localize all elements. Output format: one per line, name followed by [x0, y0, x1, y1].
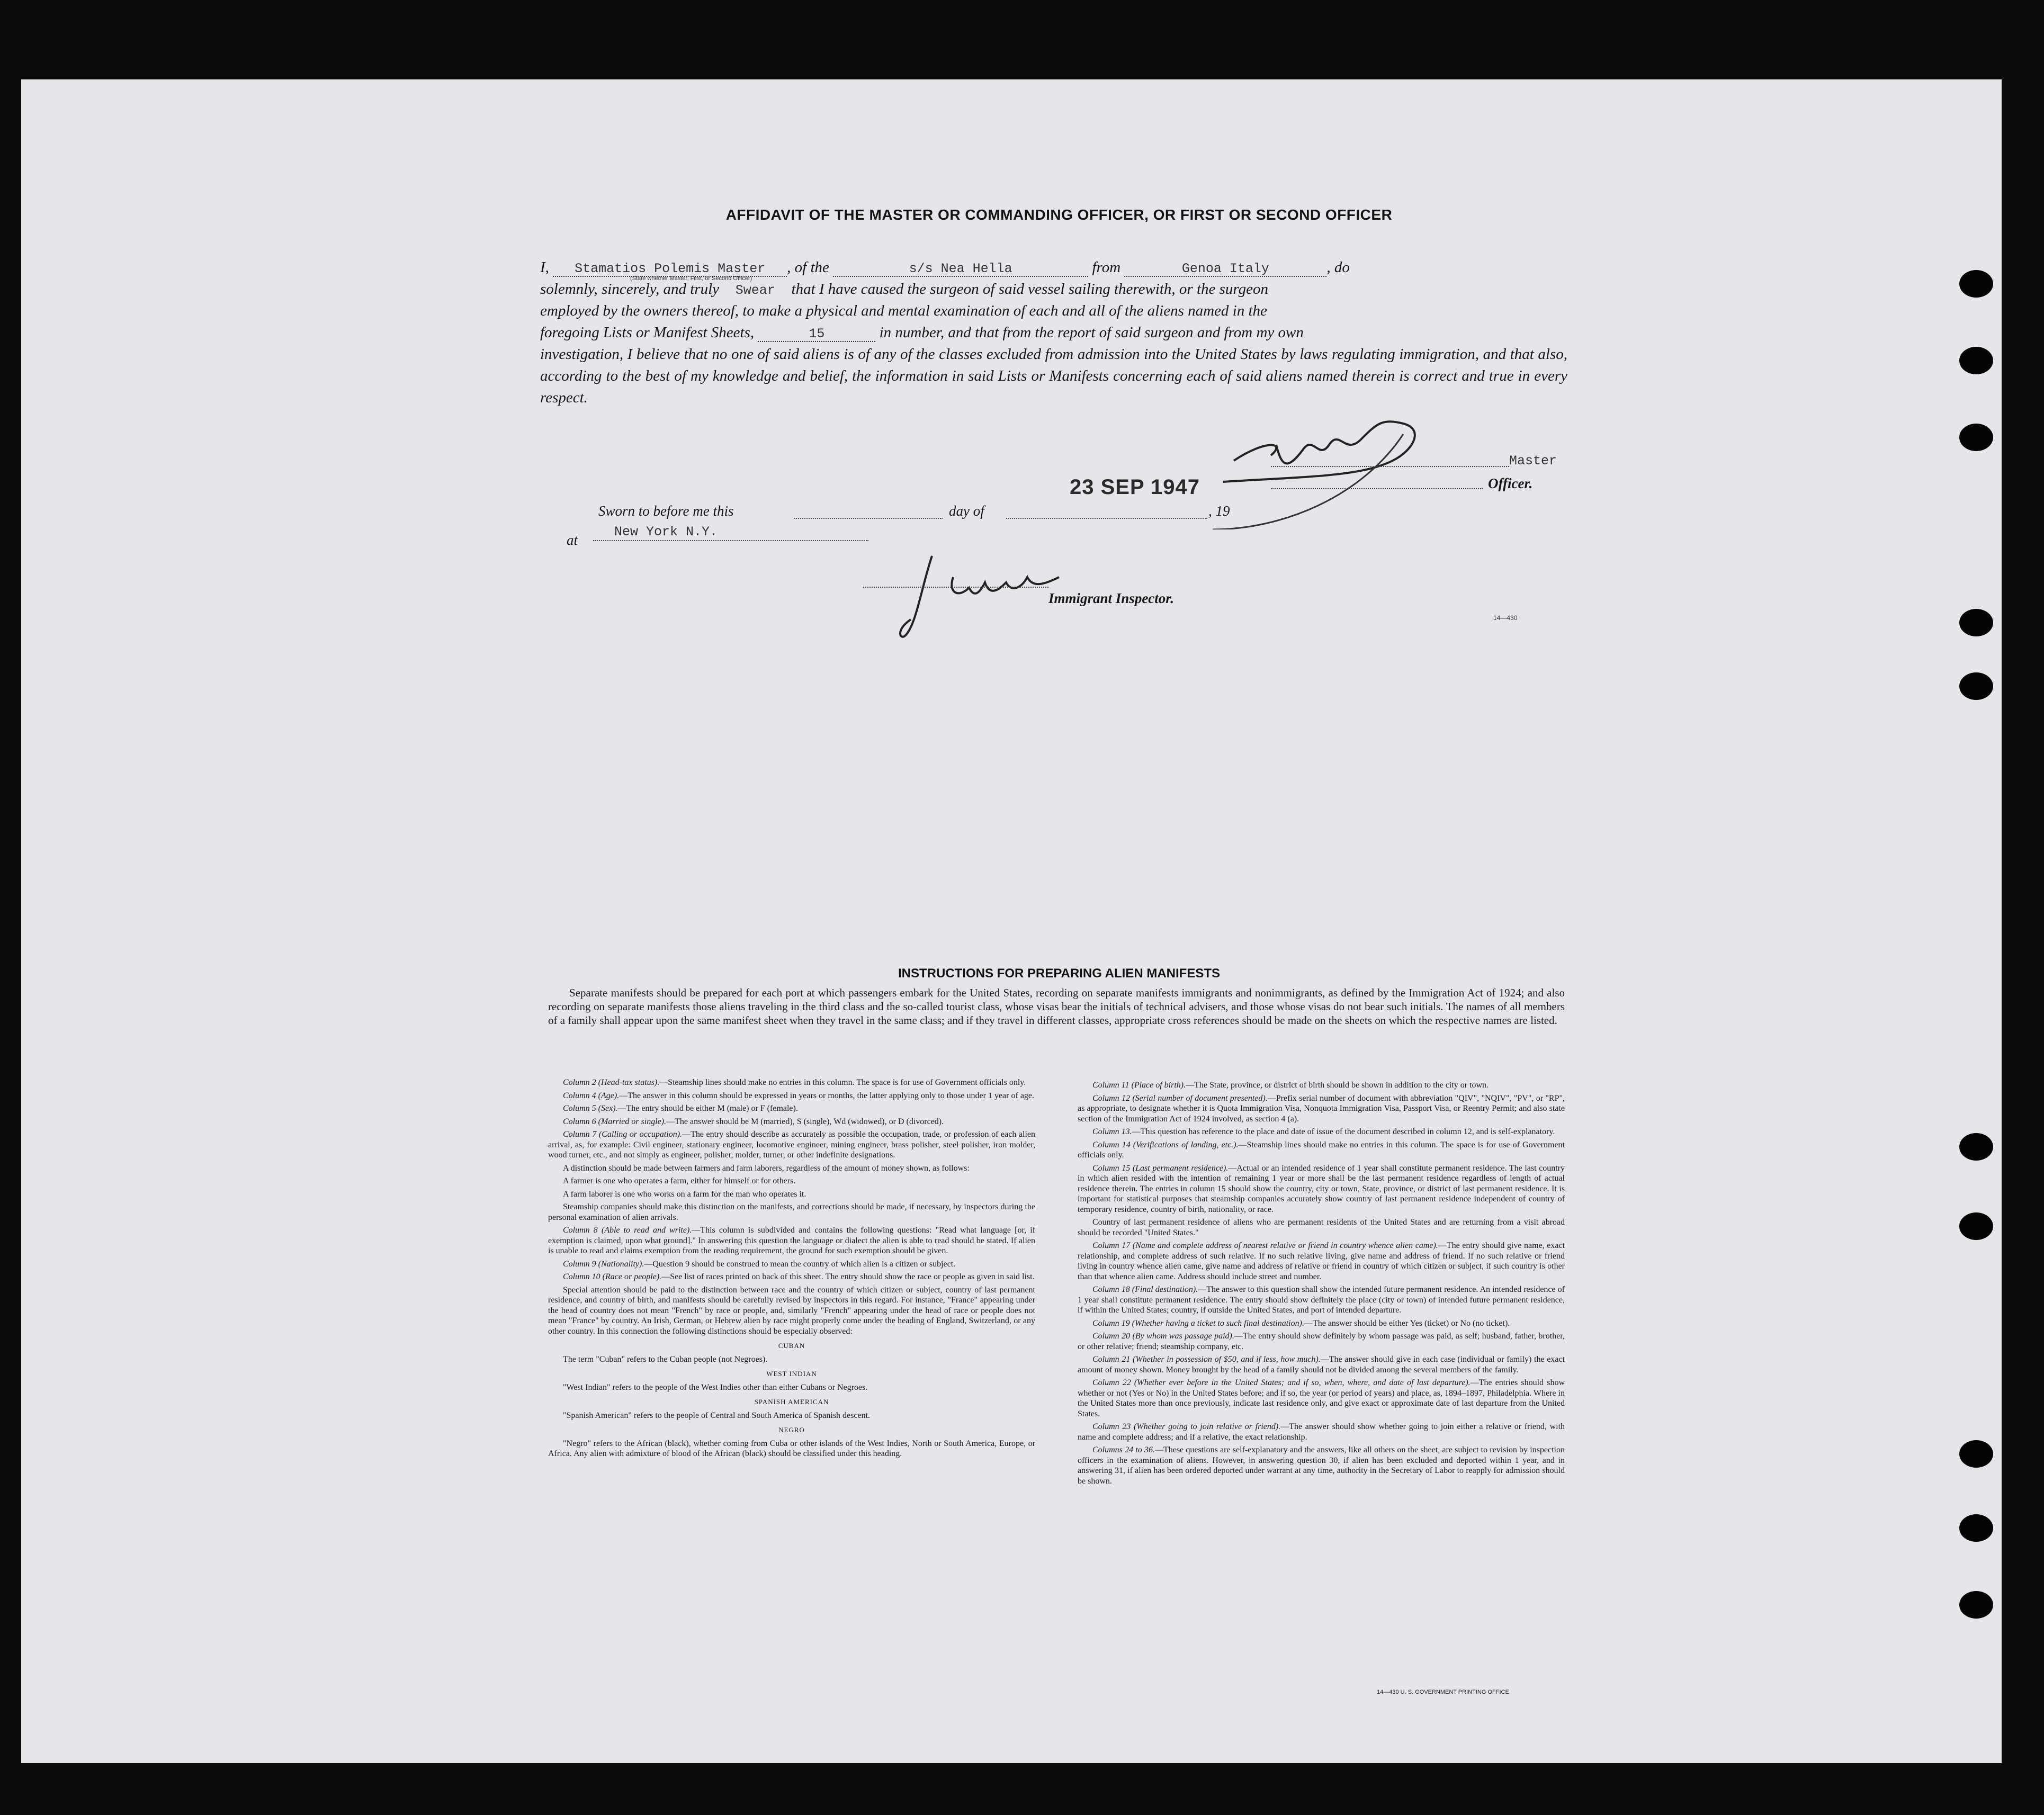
instruction-paragraph: A farm laborer is one who works on a farm for the man who operates it.	[563, 1189, 806, 1199]
sworn-label: Sworn to before me this	[598, 503, 734, 519]
instruction-paragraph: Column 6 (Married or single).—The answer should be M (married), S (single), Wd (widowed), or D (divorced).	[563, 1117, 944, 1126]
instruction-paragraph: Column 23 (Whether going to join relative or friend).—The answer should show whether going to join either a relative or friend, with name and complete address; and if a relative, the exact relationship.	[1078, 1422, 1565, 1442]
manifest-sheet	[21, 79, 2002, 1763]
printing-office-footer: 14—430 U. S. GOVERNMENT PRINTING OFFICE	[1377, 1689, 1509, 1695]
punch-hole	[1959, 609, 1993, 636]
instructions-left-column	[548, 1077, 1035, 1462]
port-field: Genoa Italy	[1124, 262, 1326, 277]
instruction-paragraph: Column 7 (Calling or occupation).—The entry should describe as accurately as possible the occupation, trade, or profession of each alien arrival, as, for example: Civil engineer, stationary engineer, locomotive engineer, mining engineer, brass polisher, steel polisher, iron molder, wood turner, etc., and not simply as engineer, polisher, molder, turner, or other indefinite designations.	[548, 1130, 1036, 1160]
form-number: 14—430	[1493, 614, 1518, 622]
instruction-paragraph: "Spanish American" refers to the people of Central and South America of Spanish descent.	[563, 1410, 871, 1420]
signature-block	[540, 429, 1578, 651]
section-heading: NEGRO	[778, 1426, 805, 1434]
instruction-paragraph: Steamship companies should make this distinction on the manifests, and corrections should be made, if necessary, by inspectors during the personal examination of alien arrivals.	[548, 1202, 1035, 1222]
instruction-paragraph: Column 11 (Place of birth).—The State, province, or district of birth should be shown in addition to the city or town.	[1092, 1081, 1489, 1090]
year-label: , 19	[1208, 503, 1230, 519]
affidavit-text: , of the	[787, 259, 829, 276]
punch-hole	[1959, 1212, 1993, 1240]
officer-name-field: Stamatios Polemis Master	[553, 262, 787, 277]
instruction-paragraph: Column 4 (Age).—The answer in this column should be expressed in years or months, the latter applying only to those under 1 year of age.	[563, 1091, 1035, 1100]
sheet-count-field: 15	[758, 327, 875, 342]
affidavit-text: investigation, I believe that no one of said aliens is of any of the classes excluded from admission into the United States by laws regulating immigration, and that also, according to the best of my knowledge and belief, the information in said Lists or Manifests concerning each of said aliens named therein is correct and true in every respect.	[540, 346, 1567, 406]
punch-hole	[1959, 1514, 1993, 1542]
affidavit-text: from	[1092, 259, 1121, 276]
instruction-paragraph: "West Indian" refers to the people of the West Indies other than either Cubans or Negroes.	[563, 1382, 868, 1392]
affidavit-title: AFFIDAVIT OF THE MASTER OR COMMANDING OFFICER, OR FIRST OR SECOND OFFICER	[725, 206, 1393, 223]
instruction-paragraph: Column 8 (Able to read and write).—This column is subdivided and contains the following questions: "Read what language [or, if exemption is claimed, upon what ground]." In answering this question the language or dialect the alien is able to read should be stated. If alien is unable to read and claims exemption from the reading requirement, the ground for such exemption should be given.	[548, 1226, 1036, 1255]
master-label: Master	[1509, 453, 1557, 469]
day-of-label: day of	[949, 503, 984, 519]
instruction-paragraph: Column 13.—This question has reference to the place and date of issue of the document described in column 12, and is self-explanatory.	[1092, 1127, 1555, 1136]
affidavit-text: in number, and that from the report of said surgeon and from my own	[879, 324, 1304, 341]
affidavit-text: I,	[540, 259, 549, 276]
instruction-paragraph: Column 12 (Serial number of document presented).—Prefix serial number of document with abbreviation "QIV", "NQIV", "PV", or "RP", as appropriate, to designate whether it is Quota Immigration Visa, Nonquota Immigration Visa, Passport Visa, or Reentry Permit; and also state section of the Immigration Act of 1924 involved, as section 4 (a).	[1078, 1093, 1565, 1124]
punch-hole	[1959, 1440, 1993, 1468]
instruction-paragraph: "Negro" refers to the African (black), whether coming from Cuba or other islands of the West Indies, North or South America, Europe, or Africa. Any alien with admixture of blood of the African (black) should be classified under this heading.	[548, 1439, 1035, 1458]
punch-hole	[1959, 1133, 1993, 1161]
inspector-label: Immigrant Inspector.	[1048, 590, 1175, 606]
instruction-paragraph: Column 22 (Whether ever before in the United States; and if so, when, where, and date of last departure).—The entries should show whether or not (Yes or No) in the United States before; and if so, the year (or period of years) and place, as, 1894–1897, Philadelphia. Where in the United States more than once previously, indicate last residence only, and give exact or approximate date of last departure from the United States.	[1078, 1378, 1565, 1418]
instruction-paragraph: Column 15 (Last permanent residence).—Actual or an intended residence of 1 year shall constitute permanent residence. The last country in which alien resided with the intention of remaining 1 year or more shall be the last permanent residence regardless of length of actual residence therein. The entries in column 15 should show the country, city or town, State, province, or district of last permanent residence. It is important for statistical purposes that steamship companies accurately show country of last permanent residence independent of country of temporary residence, country of birth, nationality, or race.	[1078, 1163, 1565, 1214]
affidavit-text: foregoing Lists or Manifest Sheets,	[540, 324, 755, 341]
punch-hole	[1959, 270, 1993, 298]
instruction-paragraph: Column 5 (Sex).—The entry should be either M (male) or F (female).	[563, 1104, 798, 1113]
vessel-field: s/s Nea Hella	[833, 262, 1088, 277]
instruction-paragraph: Columns 24 to 36.—These questions are self-explanatory and the answers, like all others on the sheet, are subject to revision by inspection officers in the examination of aliens. However, in answering question 30, if alien has been excluded and deported within 1 year, and in answering 31, if alien has been ordered deported under warrant at any time, authority in the Secretary of Labor to reapply for admission should be shown.	[1078, 1445, 1565, 1486]
instructions-title: INSTRUCTIONS FOR PREPARING ALIEN MANIFESTS	[898, 966, 1220, 981]
section-heading: CUBAN	[778, 1342, 805, 1350]
instruction-paragraph: Special attention should be paid to the distinction between race and the country of which citizen or subject, country of last permanent residence, and country of birth, and manifests should be carefully revised by inspectors in this regard. For instance, "France" appearing under the head of country does not mean "French" by race or people, and, similarly "French" appearing under the head of race or people does not mean "France" by country. An Irish, German, or Hebrew alien by race might properly come under the heading of England, Switzerland, or any other country. In this connection the following distinctions should be especially observed:	[548, 1285, 1035, 1336]
instruction-paragraph: A distinction should be made between farmers and farm laborers, regardless of the amount of money shown, as follows:	[563, 1163, 970, 1173]
instruction-paragraph: Column 14 (Verifications of landing, etc.).—Steamship lines should make no entries in this column. The space is for use of Government officials only.	[1078, 1140, 1565, 1160]
section-heading: SPANISH AMERICAN	[754, 1398, 829, 1406]
instruction-paragraph: Column 2 (Head-tax status).—Steamship lines should make no entries in this column. The space is for use of Government officials only.	[563, 1078, 1026, 1087]
instruction-paragraph: Column 19 (Whether having a ticket to such final destination).—The answer should be either Yes (ticket) or No (no ticket).	[1092, 1318, 1510, 1328]
instructions-right-column	[1078, 1080, 1565, 1489]
instruction-paragraph: The term "Cuban" refers to the Cuban people (not Negroes).	[563, 1354, 768, 1364]
instruction-paragraph: Column 21 (Whether in possession of $50, and if less, how much).—The answer should give in each case (individual or family) the exact amount of money shown. Money brought by the head of a family should not be divided among the several members of the family.	[1078, 1355, 1565, 1374]
place-field: New York N.Y.	[614, 524, 718, 540]
instruction-paragraph: A farmer is one who operates a farm, either for himself or for others.	[563, 1176, 796, 1185]
officer-label: Officer.	[1488, 475, 1533, 491]
affidavit-text: employed by the owners thereof, to make a physical and mental examination of each and all of the aliens named in the	[540, 302, 1267, 319]
punch-hole	[1959, 347, 1993, 374]
instruction-paragraph: Country of last permanent residence of aliens who are permanent residents of the United States and are returning from a visit abroad should be recorded "United States."	[1078, 1218, 1565, 1237]
affidavit-text: , do	[1326, 259, 1350, 276]
punch-hole	[1959, 424, 1993, 451]
instruction-paragraph: Column 18 (Final destination).—The answer to this question shall show the intended future permanent residence. An intended residence of 1 year shall constitute permanent residence. The entry should show definitely the place (city or town) of intended future permanent residence, if within the United States; country, if outside the United States, and port of intended departure.	[1078, 1285, 1565, 1315]
instruction-paragraph: Column 20 (By whom was passage paid).—The entry should show definitely by whom passage was paid, as self; husband, father, brother, or other relative; friend; steamship company, etc.	[1078, 1332, 1565, 1351]
punch-hole	[1959, 672, 1993, 700]
section-heading: WEST INDIAN	[766, 1370, 817, 1378]
punch-hole	[1959, 1591, 1993, 1619]
date-stamp: 23 SEP 1947	[1070, 475, 1200, 499]
officer-rank-note: (State whether Master, First, or Second Officer)	[630, 275, 752, 282]
instructions-intro: Separate manifests should be prepared for each port at which passengers embark for the United States, recording on separate manifests immigrants and nonimmigrants, as defined by the Immigration Act of 1924; and also recording on separate manifests those aliens traveling in the third class and the so-called tourist class, whose visas bear the initials of technical advisers, and those whose visas do not bear such initials. The names of all members of a family shall appear upon the same manifest sheet when they travel in the same class; and if they travel in different classes, appropriate cross references should be made on the sheets on which the respective names are listed.	[548, 986, 1565, 1027]
affidavit-text: that I have caused the surgeon of said vessel sailing therewith, or the surgeon	[791, 281, 1269, 298]
instruction-paragraph: Column 9 (Nationality).—Question 9 should be construed to mean the country of which alien is a citizen or subject.	[563, 1259, 956, 1269]
at-label: at	[567, 532, 578, 548]
affidavit-text: solemnly, sincerely, and truly	[540, 281, 720, 298]
instruction-paragraph: Column 10 (Race or people).—See list of races printed on back of this sheet. The entry should show the race or people as given in said list.	[563, 1272, 1035, 1281]
oath-field: Swear	[735, 283, 775, 298]
instruction-paragraph: Column 17 (Name and complete address of nearest relative or friend in country whence alien came).—The entry should give name, exact relationship, and complete address of such relative. If no such relative living, give name and address of friend. If no such relative or friend living in country whence alien came, give name and address of relative or friend in country of which citizen or subject, if such country is other than that whence alien came. Address should include street and number.	[1078, 1241, 1565, 1281]
